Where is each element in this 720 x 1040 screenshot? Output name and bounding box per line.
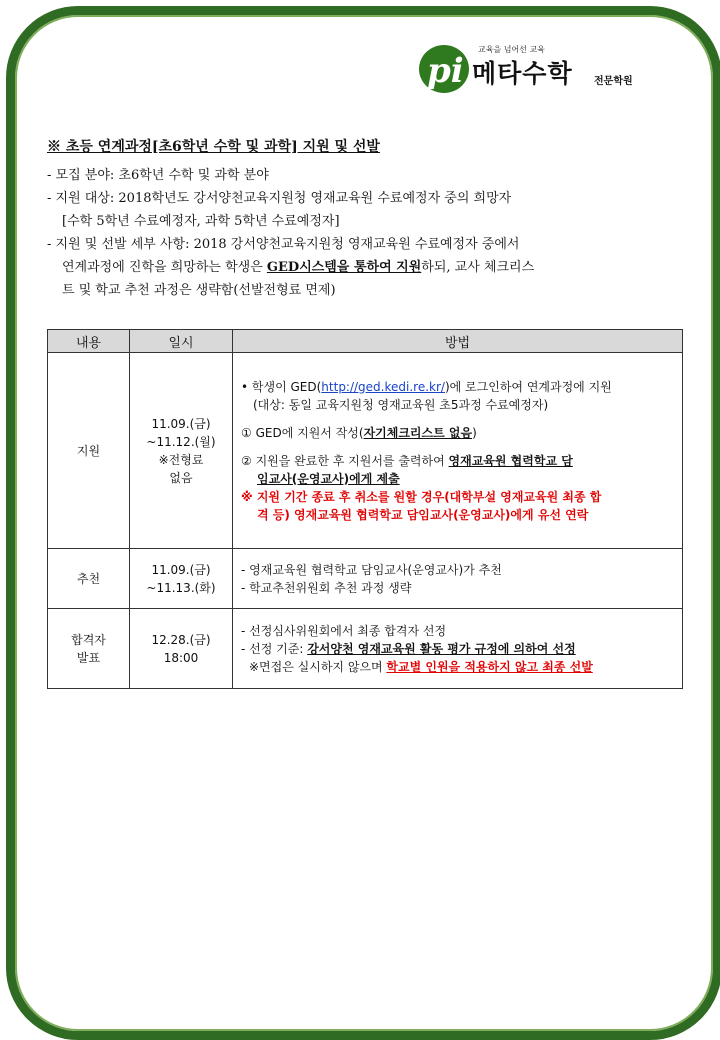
logo-name: 메타수학 xyxy=(472,59,573,88)
row-date xyxy=(130,549,233,609)
text-span: ) xyxy=(472,425,477,440)
header-method: 방법 xyxy=(233,330,683,353)
date-line: 18:00 xyxy=(163,650,199,665)
text-line-details-2 xyxy=(47,256,687,279)
label-line: 합격자 xyxy=(71,632,106,647)
warning-line: ※ 지원 기간 종료 후 취소를 원할 경우(대학부설 영재교육원 최종 합 xyxy=(241,489,602,504)
logo-tagline: 교육을 넘어선 교육 xyxy=(478,45,545,54)
date-line: 12.28.(금) xyxy=(151,632,211,647)
table-header-row xyxy=(48,330,683,353)
date-line: ~11.12.(월) xyxy=(146,434,216,449)
method-line xyxy=(241,640,674,658)
table-row xyxy=(48,549,683,609)
row-label: 추천 xyxy=(48,549,130,609)
page-title: ※ 초등 연계과정[초6학년 수학 및 과학] 지원 및 선발 xyxy=(47,139,380,155)
method-line: 임교사(운영교사)에게 제출 xyxy=(257,471,400,486)
text-line-field: - 모집 분야: 초6학년 수학 및 과학 분야 xyxy=(47,168,269,183)
date-line: ※전형료 xyxy=(158,452,204,467)
emphasis: 강서양천 영재교육원 활동 평가 규정에 의하여 선정 xyxy=(307,641,576,656)
header-date: 일시 xyxy=(130,330,233,353)
text-span: ※면접은 실시하지 않으며 xyxy=(249,659,387,674)
text-span: 연계과정에 진학을 희망하는 학생은 xyxy=(62,260,267,275)
date-line: 11.09.(금) xyxy=(151,562,211,577)
emphasis-ged: GED시스템을 통하여 지원 xyxy=(266,260,422,275)
text-line-target-detail: [수학 5학년 수료예정자, 과학 5학년 수료예정자] xyxy=(62,214,340,229)
pi-icon xyxy=(418,42,472,96)
method-line xyxy=(241,424,674,442)
date-line: 11.09.(금) xyxy=(151,416,211,431)
row-date xyxy=(130,353,233,549)
logo-subtitle: 전문학원 xyxy=(594,76,633,87)
svg-text:pi: pi xyxy=(427,51,464,91)
emphasis: 영재교육원 협력학교 담 xyxy=(448,453,573,468)
schedule-table xyxy=(47,329,683,689)
method-line: - 선정심사위원회에서 최종 합격자 선정 xyxy=(241,623,447,638)
method-line: - 학교추천위원회 추천 과정 생략 xyxy=(241,580,412,595)
method-line: - 영재교육원 협력학교 담임교사(운영교사)가 추천 xyxy=(241,562,502,577)
row-label xyxy=(48,609,130,689)
label-line: 발표 xyxy=(76,650,101,665)
row-method xyxy=(233,609,683,689)
text-line-details-3: 트 및 학교 추천 과정은 생략함(선발전형료 면제) xyxy=(62,283,336,298)
warning-line: 격 등) 영재교육원 협력학교 담임교사(운영교사)에게 유선 연락 xyxy=(257,507,589,522)
method-line: (대상: 동일 교육지원청 영재교육원 초5과정 수료예정자) xyxy=(253,397,549,412)
method-line xyxy=(241,378,674,396)
text-span: - 선정 기준: xyxy=(241,641,308,656)
text-span: • 학생이 GED( xyxy=(241,379,322,394)
academy-logo xyxy=(418,40,658,100)
row-label: 지원 xyxy=(48,353,130,549)
method-line xyxy=(241,658,674,676)
emphasis-red: 학교별 인원을 적용하지 않고 최종 선발 xyxy=(386,659,593,674)
ged-link[interactable]: http://ged.kedi.re.kr/ xyxy=(321,379,445,394)
method-line xyxy=(241,452,674,470)
date-line: 없음 xyxy=(169,470,193,485)
table-row xyxy=(48,609,683,689)
document-body xyxy=(47,136,687,302)
emphasis: 자기체크리스트 없음 xyxy=(363,425,473,440)
header-content: 내용 xyxy=(48,330,130,353)
text-span: 하되, 교사 체크리스 xyxy=(421,260,535,275)
row-date xyxy=(130,609,233,689)
text-line-target: - 지원 대상: 2018학년도 강서양천교육지원청 영재교육원 수료예정자 중의 희망자 xyxy=(47,191,512,206)
text-span: ② 지원을 완료한 후 지원서를 출력하여 xyxy=(241,453,449,468)
text-span: )에 로그인하여 연계과정에 지원 xyxy=(444,379,612,394)
row-method xyxy=(233,353,683,549)
text-span: ① GED에 지원서 작성( xyxy=(241,425,364,440)
table-row xyxy=(48,353,683,549)
row-method xyxy=(233,549,683,609)
text-line-details: - 지원 및 선발 세부 사항: 2018 강서양천교육지원청 영재교육원 수료예정자 중에서 xyxy=(47,237,520,252)
date-line: ~11.13.(화) xyxy=(146,580,216,595)
